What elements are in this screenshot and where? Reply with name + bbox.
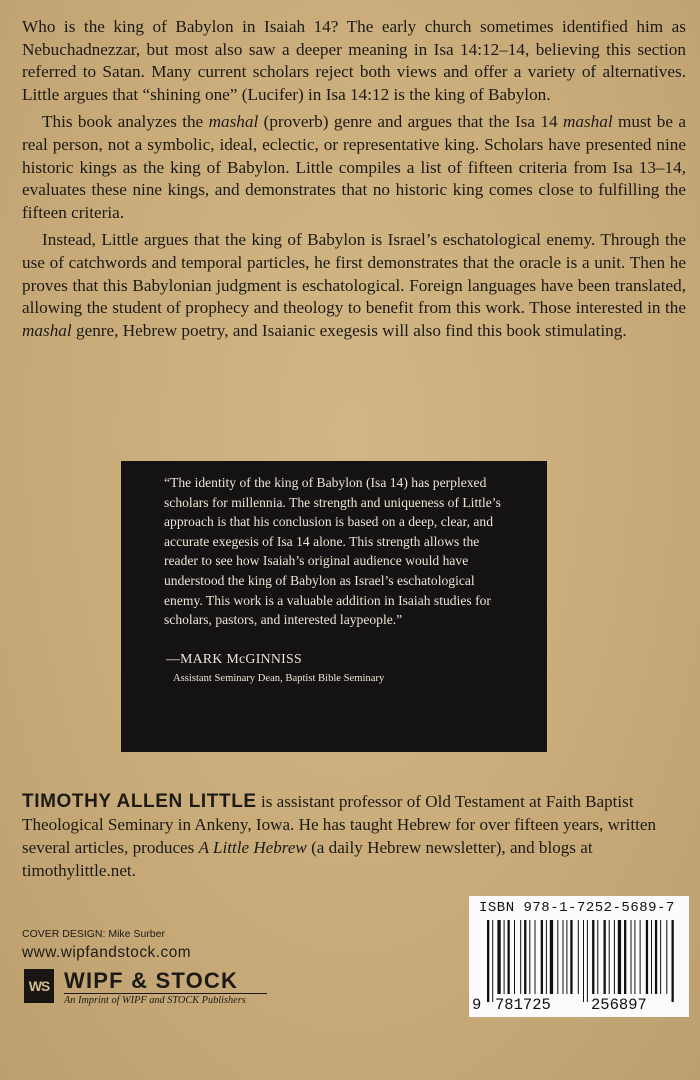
- blurb-text: genre, Hebrew poetry, and Isaianic exegesis will also find this book stimulating.: [71, 320, 627, 340]
- barcode-bar: [583, 920, 584, 1002]
- barcode-bar: [631, 920, 632, 994]
- author-bio: [22, 790, 686, 882]
- barcode-digit-group-left: 781725: [495, 996, 551, 1014]
- barcode-bar: [508, 920, 510, 994]
- barcode-bar: [492, 920, 493, 1002]
- barcode-bar: [550, 920, 553, 994]
- barcode-bar: [529, 920, 530, 994]
- barcode-digit-group-right: 256897: [591, 996, 647, 1014]
- barcode-bar: [535, 920, 536, 994]
- cover-design-credit: COVER DESIGN: Mike Surber: [22, 928, 165, 940]
- barcode-bar: [487, 920, 489, 1002]
- barcode-bar: [592, 920, 594, 994]
- isbn-label: ISBN 978-1-7252-5689-7: [479, 900, 675, 916]
- barcode-bar: [634, 920, 635, 994]
- barcode-bar: [566, 920, 567, 994]
- back-cover-blurb: [22, 16, 686, 347]
- barcode-bar: [541, 920, 543, 994]
- blurb-paragraph-2: [22, 111, 686, 224]
- barcode-bar: [666, 920, 667, 994]
- barcode-bar: [514, 920, 515, 994]
- blurb-italic-term: mashal: [22, 320, 72, 340]
- barcode-bar: [624, 920, 626, 994]
- barcode-bar: [640, 920, 641, 994]
- endorsement-author: —MARK McGINNISS: [166, 651, 302, 666]
- barcode-bar: [651, 920, 652, 994]
- barcode-bar: [597, 920, 598, 994]
- author-name: TIMOTHY ALLEN LITTLE: [22, 791, 257, 812]
- endorsement-box: [121, 461, 547, 752]
- newsletter-title: A Little Hebrew: [198, 838, 307, 857]
- blurb-italic-term: mashal: [208, 112, 259, 132]
- publisher-name: WIPF & STOCK: [64, 968, 239, 993]
- barcode-bar: [614, 920, 615, 994]
- barcode-digit-prefix: 9: [472, 996, 482, 1014]
- barcode-bar: [546, 920, 547, 994]
- barcode-bar: [609, 920, 610, 994]
- barcode-bar: [578, 920, 579, 994]
- barcode-bar: [504, 920, 505, 994]
- blurb-italic-term: mashal: [562, 112, 613, 132]
- blurb-paragraph-3: [22, 229, 686, 342]
- author-bio-text: is assistant professor of Old Testament at Faith Baptist Theological Seminary in Ankeny, Iowa. He has taught Hebrew for over fifteen years, written several articles, produces: [22, 792, 656, 857]
- blurb-text: Instead, Little argues that the king of Babylon is Israel’s eschatological enemy. Through the use of catchwords and temporal particles, he first demonstrates that the oracle is a unit. Then he proves that this Babylonian judgment is eschatological. Foreign languages have been translated, allowing the student of prophecy and theology to benefit from this work. Those interested in the: [22, 230, 686, 318]
- endorsement-quote: “The identity of the king of Babylon (Isa 14) has perplexed scholars for millennia. The strength and uniqueness of Little’s approach is that his conclusion is based on a deep, clear, and accurate exegesis of Isa 14 alone. This strength allows the reader to see how Isaiah’s original audience would have understood the king of Babylon as Israel’s eschatological enemy. This work is a valuable addition in Isaiah studies for scholars, pastors, and interested laypeople.”: [164, 475, 501, 628]
- barcode-bar: [497, 920, 500, 994]
- barcode-bar: [672, 920, 674, 1002]
- barcode-bar: [604, 920, 606, 994]
- barcode-bar: [646, 920, 648, 994]
- barcode-bar: [660, 920, 661, 994]
- publisher-logo-icon: WS: [24, 969, 54, 1003]
- blurb-text: This book analyzes the: [42, 112, 209, 132]
- isbn-barcode: [469, 896, 689, 1017]
- author-bio-text: (a daily Hebrew newsletter), and blogs at timothylittle.net.: [22, 838, 593, 880]
- barcode-bar: [618, 920, 621, 994]
- barcode-bar: [524, 920, 526, 994]
- blurb-paragraph-1: Who is the king of Babylon in Isaiah 14? The early church sometimes identified him as Nebuchadnezzar, but most also saw a deeper meaning in Isa 14:12–14, believing this section referred to Satan. Many current scholars reject both views and offer a variety of alternatives. Little argues that “shining one” (Lucifer) in Isa 14:12 is the king of Babylon.: [22, 17, 686, 104]
- blurb-text: must be a real person, not a symbolic, ideal, eclectic, or representative king. Scholars have presented nine historic kings as the king of Babylon. Little compiles a list of fifteen criteria from Isa 13–14, evaluates these nine kings, and demonstrates that no historic king comes close to fulfilling the fifteen criteria.: [22, 112, 686, 222]
- barcode-bar: [557, 920, 558, 994]
- barcode-bar: [570, 920, 572, 994]
- publisher-website: www.wipfandstock.com: [22, 944, 192, 961]
- publisher-imprint: An Imprint of WIPF and STOCK Publishers: [64, 995, 246, 1006]
- barcode-bar: [563, 920, 564, 994]
- endorsement-role: Assistant Seminary Dean, Baptist Bible Seminary: [173, 673, 385, 684]
- barcode-bar: [655, 920, 657, 994]
- publisher-divider: [64, 993, 267, 994]
- blurb-text: (proverb) genre and argues that the Isa 14: [258, 112, 563, 132]
- barcode-bar: [520, 920, 521, 994]
- barcode-bar: [587, 920, 588, 1002]
